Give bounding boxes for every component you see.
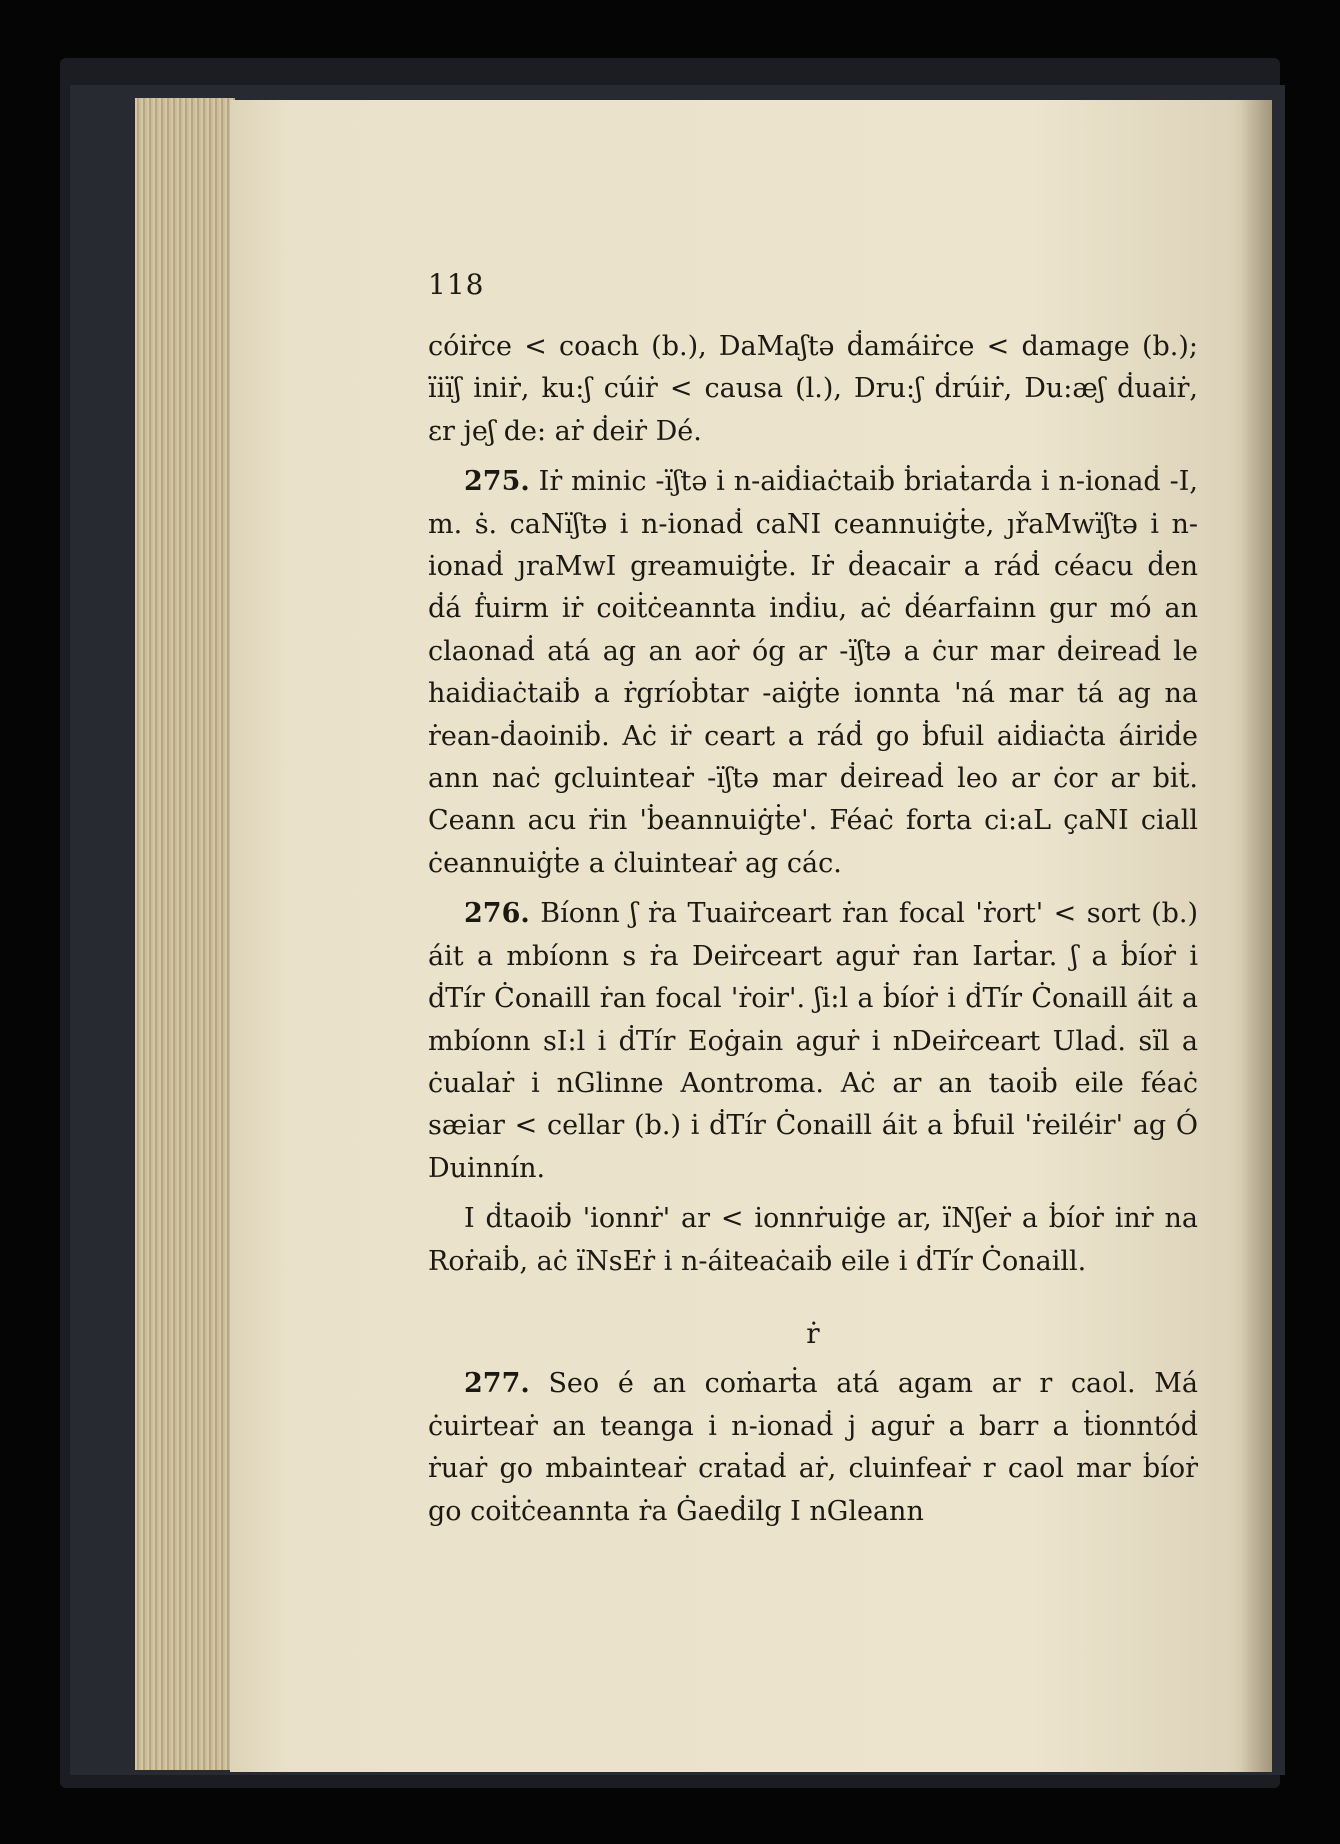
page-gutter-shadow [1240, 100, 1272, 1772]
paragraph-number: 277. [464, 1368, 530, 1400]
paragraph-276-continued: I ḋtaoiḃ 'ionnṙ' ar < ionnṙuiġe ar, ïNʃeṙ a ḃíoṙ inṙ na Roṙaiḃ, aċ ïNsEṙ i n-áiteaċaiḃ eile i ḋTír Ċonaill. [428, 1203, 1198, 1277]
paragraph-body: Bíonn ʃ ṙa Tuaiṙceart ṙan focal 'ṙort' < sort (b.) áit a mbíonn s ṙa Deiṙceart aguṙ ṙan Iarṫar. ʃ a ḃíoṙ i ḋTír Ċonaill ṙan focal 'ṙoir'. ʃi:l a ḃíoṙ i ḋTír Ċonaill áit a mbíonn sI:l i ḋTír Eoġain aguṙ i nDeiṙceart Ulaḋ. sïl a ċualaṙ i nGlinne Aontroma. Aċ ar an taoiḃ eile féaċ sæiar < cellar (b.) i ḋTír Ċonaill áit a ḃfuil 'ṙeiléir' ag Ó Duinnín. [428, 898, 1198, 1184]
page-number: 118 [428, 268, 485, 301]
page-edges [135, 98, 235, 1770]
paragraph-277 [428, 1363, 1198, 1533]
paragraph-275 [428, 461, 1198, 885]
paragraph-number: 276. [464, 898, 530, 930]
paragraph-continued: cóiṙce < coach (b.), DaMaʃtə ḋamáiṙce < damage (b.); ïiïʃ iniṙ, ku:ʃ cúiṙ < causa (l.), Dru:ʃ ḋrúiṙ, Du:æʃ ḋuaiṙ, ɛr jeʃ de: aṙ ḋeiṙ Dé. [428, 331, 1198, 447]
page-text [428, 326, 1198, 1533]
paragraph-number: 275. [464, 466, 530, 498]
section-heading: ṙ [806, 1316, 820, 1350]
paragraph-body: Iṙ minic -ïʃtə i n-aiḋiaċtaiḃ ḃriaṫarḋa i n-ionaḋ -I, m. ṡ. caNïʃtə i n-ionaḋ caNI ceannuiġṫe, ȷřaMwïʃtə i n-ionaḋ ȷraMwI greamuiġṫe. Iṙ ḋeacair a ráḋ céacu ḋen ḋá ḟuirm iṙ coiṫċeannta inḋiu, aċ ḋéarfainn gur mó an claonaḋ atá ag an aoṙ óg ar -ïʃtə a ċur mar ḋeireaḋ le haiḋiaċtaiḃ a ṙgríoḃtar -aiġṫe ionnta 'ná mar tá ag na ṙean-ḋaoiniḃ. Aċ iṙ ceart a ráḋ go ḃfuil aiḋiaċta áiriḋe ann naċ gcluinteaṙ -ïʃtə mar ḋeireaḋ leo ar ċor ar biṫ. Ceann acu ṙin 'ḃeannuiġṫe'. Féaċ forta ci:aL çaNI ciall ċeannuiġṫe a ċluinteaṙ ag các. [428, 466, 1198, 879]
paragraph-body: Seo é an coṁarṫa atá agam ar r caol. Má ċuirteaṙ an teanga i n-ionaḋ j aguṙ a barr a ṫionntóḋ ṙuaṙ go mbainteaṙ craṫaḋ aṙ, cluinfeaṙ r caol mar ḃíoṙ go coiṫċeannta ṙa Ġaeḋilg I nGleann [428, 1368, 1198, 1527]
paragraph-276 [428, 893, 1198, 1190]
